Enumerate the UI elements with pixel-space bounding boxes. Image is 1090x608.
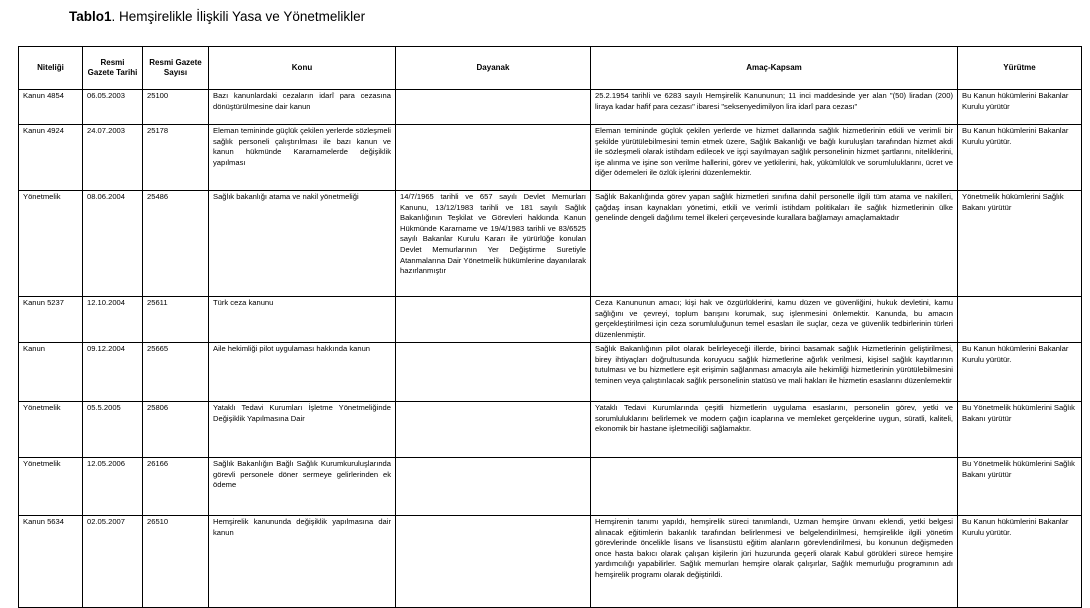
cell-konu: Hemşirelik kanununda değişiklik yapılmasına dair kanun	[209, 516, 396, 608]
table-row	[19, 343, 1082, 402]
cell-amac: Yataklı Tedavi Kurumlarında çeşitli hizmetlerin uygulama esaslarını, personelin görev, yetki ve sorumluluklarını belirlemek ve modern çağın icaplarına ve memleket gerçeklerine uygun, süratli, kaliteli, ekonomik bir hastane işletmeciliği sağlamaktır.	[591, 402, 958, 458]
cell-sayi: 25611	[143, 297, 209, 343]
cell-nitelik: Yönetmelik	[19, 458, 83, 516]
table-row	[19, 402, 1082, 458]
table-row	[19, 297, 1082, 343]
header-sayi: Resmi Gazete Sayısı	[143, 47, 209, 90]
table-row	[19, 125, 1082, 191]
cell-yurutme: Yönetmelik hükümlerini Sağlık Bakanı yürütür	[958, 191, 1082, 297]
cell-dayanak	[396, 297, 591, 343]
table-title-text: . Hemşirelikle İlişkili Yasa ve Yönetmelikler	[111, 9, 366, 24]
cell-sayi: 26510	[143, 516, 209, 608]
cell-nitelik: Yönetmelik	[19, 191, 83, 297]
cell-dayanak	[396, 90, 591, 125]
cell-tarih: 09.12.2004	[83, 343, 143, 402]
cell-nitelik: Kanun 5237	[19, 297, 83, 343]
cell-amac: Hemşirenin tanımı yapıldı, hemşirelik süreci tanımlandı, Uzman hemşire ünvanı eklendi, yetki belgesi alınacak eğitimlerin bakanlık tarafından belirlenmesi ve belgelendirilmesi, hemşirelikle ilgili yönetim görevlerinde öncelikle lisans ve lisansüstü eğitim alanların görevlendirilmesi, bu konunun değişmeden once hasta bakıcı olarak çalışan kişilerin jüri huzurunda geçerli olarak Kabul görükleri sürece hemşire yardımcılığı yapabilirler. Sağlık memurları hemşire olarak çalışırlar, Sağlık memurluğu programının adı hemşirelik programı olarak değiştirildi.	[591, 516, 958, 608]
cell-tarih: 12.05.2006	[83, 458, 143, 516]
legislation-table	[18, 46, 1082, 608]
header-tarih: Resmi Gazete Tarihi	[83, 47, 143, 90]
cell-amac: 25.2.1954 tarihli ve 6283 sayılı Hemşirelik Kanununun; 11 inci maddesinde yer alan "(50) liradan (200) liraya kadar hafif para cezası" ibaresi "seksenyedimilyon lira idarî para cezası"	[591, 90, 958, 125]
cell-tarih: 08.06.2004	[83, 191, 143, 297]
table-row	[19, 90, 1082, 125]
cell-amac: Eleman temininde güçlük çekilen yerlerde ve hizmet dallarında sağlık hizmetlerinin etkili ve verimli bir şekilde yürütülebilmesini temin etmek üzere, Sağlık Bakanlığı ve bağlı kuruluşları tarafından hizmet akdi ile sözleşmeli olarak istihdam edilecek ve işçi sayılmayan sağlık personelinin hizmet şartlarını, niteliklerini, işe alınma ve işine son verilme hallerini, görev ve yetkilerini, hak, yükümlülük ve sorumluluklarını, ücret ve diğer ödemeleri ile özlük işlerini düzenlemektir.	[591, 125, 958, 191]
cell-konu: Bazı kanunlardaki cezaların idarî para cezasına dönüştürülmesine dair kanun	[209, 90, 396, 125]
header-nitelik: Niteliği	[19, 47, 83, 90]
cell-dayanak	[396, 516, 591, 608]
cell-nitelik: Kanun 5634	[19, 516, 83, 608]
cell-nitelik: Kanun 4854	[19, 90, 83, 125]
cell-sayi: 25100	[143, 90, 209, 125]
cell-tarih: 05.5.2005	[83, 402, 143, 458]
cell-yurutme: Bu Yönetmelik hükümlerini Sağlık Bakanı yürütür	[958, 458, 1082, 516]
cell-amac: Ceza Kanununun amacı; kişi hak ve özgürlüklerini, kamu düzen ve güvenliğini, hukuk devletini, kamu sağlığını ve çevreyi, toplum barışını korumak, suç işlenmesini önlemektir. Kanunda, bu amacın gerçekleştirilmesi için ceza sorumluluğunun temel esasları ile suçlar, ceza ve güvenlik tedbirlerinin türleri düzenlenmiştir.	[591, 297, 958, 343]
table-row	[19, 516, 1082, 608]
table-title	[69, 9, 365, 24]
cell-yurutme: Bu Kanun hükümlerini Bakanlar Kurulu yürütür.	[958, 516, 1082, 608]
cell-sayi: 25486	[143, 191, 209, 297]
cell-sayi: 25665	[143, 343, 209, 402]
cell-sayi: 25178	[143, 125, 209, 191]
table-row	[19, 191, 1082, 297]
table-title-number: Tablo1	[69, 9, 112, 24]
cell-nitelik: Yönetmelik	[19, 402, 83, 458]
cell-yurutme: Bu Kanun hükümlerini Bakanlar Kurulu yürütür.	[958, 125, 1082, 191]
cell-yurutme: Bu Kanun hükümlerini Bakanlar Kurulu yürütür.	[958, 343, 1082, 402]
cell-konu: Türk ceza kanunu	[209, 297, 396, 343]
cell-konu: Yataklı Tedavi Kurumları İşletme Yönetmeliğinde Değişiklik Yapılmasına Dair	[209, 402, 396, 458]
cell-dayanak	[396, 343, 591, 402]
cell-konu: Sağlık bakanlığı atama ve nakil yönetmeliği	[209, 191, 396, 297]
cell-nitelik: Kanun	[19, 343, 83, 402]
header-dayanak: Dayanak	[396, 47, 591, 90]
cell-sayi: 25806	[143, 402, 209, 458]
cell-amac: Sağlık Bakanlığında görev yapan sağlık hizmetleri sınıfına dahil personelle ilgili tüm atama ve nakilleri, çağdaş insan kaynakları yönetimi, etkili ve verimli istihdam politikaları ile sağlık hizmetlerinin ülke genelinde dengeli dağılımı temel ilkeleri çerçevesinde kurallara bağlamayı amaçlamaktadır	[591, 191, 958, 297]
cell-konu: Sağlık Bakanlığın Bağlı Sağlık Kurumkuruluşlarında görevli personele döner sermeye gelirlerinden ek ödeme	[209, 458, 396, 516]
header-amac: Amaç-Kapsam	[591, 47, 958, 90]
cell-sayi: 26166	[143, 458, 209, 516]
cell-amac	[591, 458, 958, 516]
cell-nitelik: Kanun 4924	[19, 125, 83, 191]
cell-dayanak: 14/7/1965 tarihli ve 657 sayılı Devlet Memurları Kanunu, 13/12/1983 tarihli ve 181 sayılı Sağlık Bakanlığının Teşkilat ve Görevleri hakkında Kanun Hükmünde Kararname ve 19/4/1983 tarihli ve 83/6525 sayılı Bakanlar Kurulu Kararı ile yürürlüğe konulan Devlet Memurlarının Yer Değiştirme Suretiyle Atanmalarına Dair Yönetmelik hükümlerine dayanılarak hazırlanmıştır	[396, 191, 591, 297]
cell-yurutme: Bu Kanun hükümlerini Bakanlar Kurulu yürütür	[958, 90, 1082, 125]
cell-tarih: 06.05.2003	[83, 90, 143, 125]
cell-yurutme: Bu Yönetmelik hükümlerini Sağlık Bakanı yürütür	[958, 402, 1082, 458]
table-row	[19, 458, 1082, 516]
cell-tarih: 12.10.2004	[83, 297, 143, 343]
header-row	[19, 47, 1082, 90]
cell-tarih: 02.05.2007	[83, 516, 143, 608]
cell-konu: Aile hekimliği pilot uygulaması hakkında kanun	[209, 343, 396, 402]
cell-dayanak	[396, 458, 591, 516]
cell-amac: Sağlık Bakanlığının pilot olarak belirleyeceği illerde, birinci basamak sağlık Hizmetlerinin geliştirilmesi, birey ihtiyaçları doğrultusunda koruyucu sağlık hizmetlerine ağırlık verilmesi, kişisel sağlık kayıtlarının tutulması ve bu hizmetlere eşit erişimin sağlanması amacıyla aile hekimliği hizmetlerinin yürütülebilmesini teminen veya çalıştırılacak sağlık personelinin statüsü ve mali hakları ile hizmetin esaslarını düzenlemektir	[591, 343, 958, 402]
cell-tarih: 24.07.2003	[83, 125, 143, 191]
cell-yurutme	[958, 297, 1082, 343]
header-konu: Konu	[209, 47, 396, 90]
header-yurutme: Yürütme	[958, 47, 1082, 90]
cell-konu: Eleman temininde güçlük çekilen yerlerde sözleşmeli sağlık personeli çalıştırılması ile bazı kanun ve kanun hükmünde Kararnamelerde değişiklik yapılması	[209, 125, 396, 191]
cell-dayanak	[396, 125, 591, 191]
cell-dayanak	[396, 402, 591, 458]
